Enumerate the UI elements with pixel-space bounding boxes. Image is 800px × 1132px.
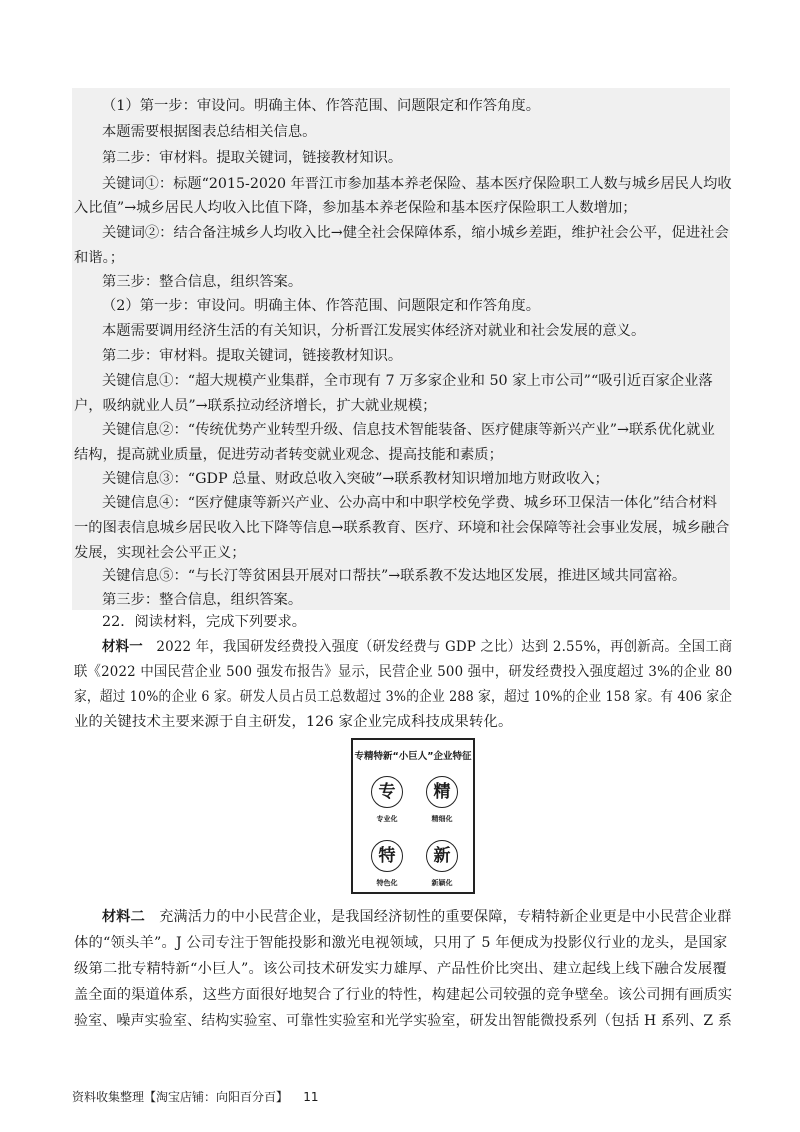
q2-step2: 第二步：审材料。提取关键词，链接教材知识。 bbox=[102, 348, 403, 364]
little-giant-figure bbox=[351, 738, 475, 894]
specialized-caption: 专业化 bbox=[376, 815, 398, 823]
q1-step3: 第三步：整合信息，组织答案。 bbox=[102, 274, 303, 290]
distinctive-caption: 特色化 bbox=[376, 879, 398, 887]
material1-label: 材料一 bbox=[102, 639, 143, 655]
q1-need: 本题需要根据图表总结相关信息。 bbox=[102, 124, 317, 140]
novel-caption: 新颖化 bbox=[431, 879, 453, 887]
q2-info1-line1: 关键信息①：“超大规模产业集群，全市现有 7 万多家企业和 50 家上市公司”“吸引近百家企业落 bbox=[102, 373, 713, 389]
material1-line2: 联《2022 中国民营企业 500 强发布报告》显示，民营企业 500 强中，研发经费投入强度超过 3%的企业 80 bbox=[74, 664, 733, 680]
q1-keyword1-line2: 入比值”→城乡居民人均收入比值下降，参加基本养老保险和基本医疗保险职工人数增加； bbox=[74, 200, 637, 216]
material2-label: 材料二 bbox=[102, 909, 145, 925]
refined-caption: 精细化 bbox=[431, 815, 453, 823]
material2-line4: 盖全面的渠道体系，这些方面很好地契合了行业的特性，构建起公司较强的竞争壁垒。该公司拥有画质实 bbox=[74, 987, 733, 1003]
footer-text: 资料收集整理【淘宝店铺：向阳百分百】 bbox=[72, 1090, 289, 1104]
material1-line3: 家，超过 10%的企业 6 家。研发人员占员工总数超过 3%的企业 288 家，超过 10%的企业 158 家。有 406 家企 bbox=[74, 689, 733, 705]
figure-title: 专精特新“小巨人”企业特征 bbox=[354, 751, 472, 762]
material1-line1 bbox=[102, 637, 732, 657]
material2-text1: 充满活力的中小民营企业，是我国经济韧性的重要保障，专精特新企业更是中小民营企业群 bbox=[144, 909, 732, 925]
q2-info4-line2: 一的图表信息城乡居民收入比下降等信息→联系教育、医疗、环境和社会保障等社会事业发展，城乡融合 bbox=[74, 520, 730, 536]
material1-line4: 业的关键技术主要来源于自主研发，126 家企业完成科技成果转化。 bbox=[74, 714, 513, 730]
distinctive-circle: 特 bbox=[371, 840, 403, 872]
q2-info1-line2: 户，吸纳就业人员”→联系拉动经济增长，扩大就业规模； bbox=[74, 398, 437, 414]
q2-info2-line2: 结构，提高就业质量，促进劳动者转变就业观念、提高技能和素质； bbox=[74, 447, 503, 463]
material2-line5: 验室、噪声实验室、结构实验室、可靠性实验室和光学实验室，研发出智能微投系列（包括 H 系列、Z 系 bbox=[74, 1013, 733, 1029]
novel-circle: 新 bbox=[426, 840, 458, 872]
specialized-circle: 专 bbox=[371, 776, 403, 808]
q2-step1: （2）第一步：审设问。明确主体、作答范围、问题限定和作答角度。 bbox=[102, 298, 540, 314]
q2-info4-line3: 发展，实现社会公平正义； bbox=[74, 545, 246, 561]
q2-info4-line1: 关键信息④：“医疗健康等新兴产业、公办高中和中职学校免学费、城乡环卫保洁一体化”结合材料 bbox=[102, 495, 718, 511]
q2-info5: 关键信息⑤：“与长汀等贫困县开展对口帮扶”→联系教不发达地区发展，推进区域共同富裕。 bbox=[102, 568, 687, 584]
material2-line2: 体的“领头羊”。J 公司专注于智能投影和激光电视领域，只用了 5 年便成为投影仪行业的龙头，是国家 bbox=[74, 935, 728, 951]
q1-keyword1-line1: 关键词①：标题“2015-2020 年晋江市参加基本养老保险、基本医疗保险职工人数与城乡居民人均收 bbox=[102, 176, 732, 192]
q1-step2: 第二步：审材料。提取关键词，链接教材知识。 bbox=[102, 150, 403, 166]
q2-info2-line1: 关键信息②：“传统优势产业转型升级、信息技术智能装备、医疗健康等新兴产业”→联系优化就业 bbox=[102, 422, 715, 438]
page-footer bbox=[72, 1088, 319, 1105]
q2-need: 本题需要调用经济生活的有关知识，分析晋江发展实体经济对就业和社会发展的意义。 bbox=[102, 323, 646, 339]
material2-line3: 级第二批专精特新“小巨人”。该公司技术研发实力雄厚、产品性价比突出、建立起线上线下融合发展覆 bbox=[74, 961, 727, 977]
q1-keyword2-line1: 关键词②：结合备注城乡人均收入比→健全社会保障体系，缩小城乡差距，维护社会公平，促进社会 bbox=[102, 225, 729, 241]
material2-line1 bbox=[102, 907, 732, 927]
q2-step3: 第三步：整合信息，组织答案。 bbox=[102, 592, 303, 608]
question-22-title: 22．阅读材料，完成下列要求。 bbox=[102, 614, 307, 630]
refined-circle: 精 bbox=[426, 776, 458, 808]
page-number: 11 bbox=[303, 1090, 319, 1104]
material1-text1: 2022 年，我国研发经费投入强度（研发经费与 GDP 之比）达到 2.55%，再创新高。全国工商 bbox=[142, 639, 733, 655]
q2-info3: 关键信息③：“GDP 总量、财政总收入突破”→联系教材知识增加地方财政收入； bbox=[102, 471, 609, 487]
q1-step1: （1）第一步：审设问。明确主体、作答范围、问题限定和作答角度。 bbox=[102, 98, 540, 114]
q1-keyword2-line2: 和谐。； bbox=[74, 250, 125, 266]
